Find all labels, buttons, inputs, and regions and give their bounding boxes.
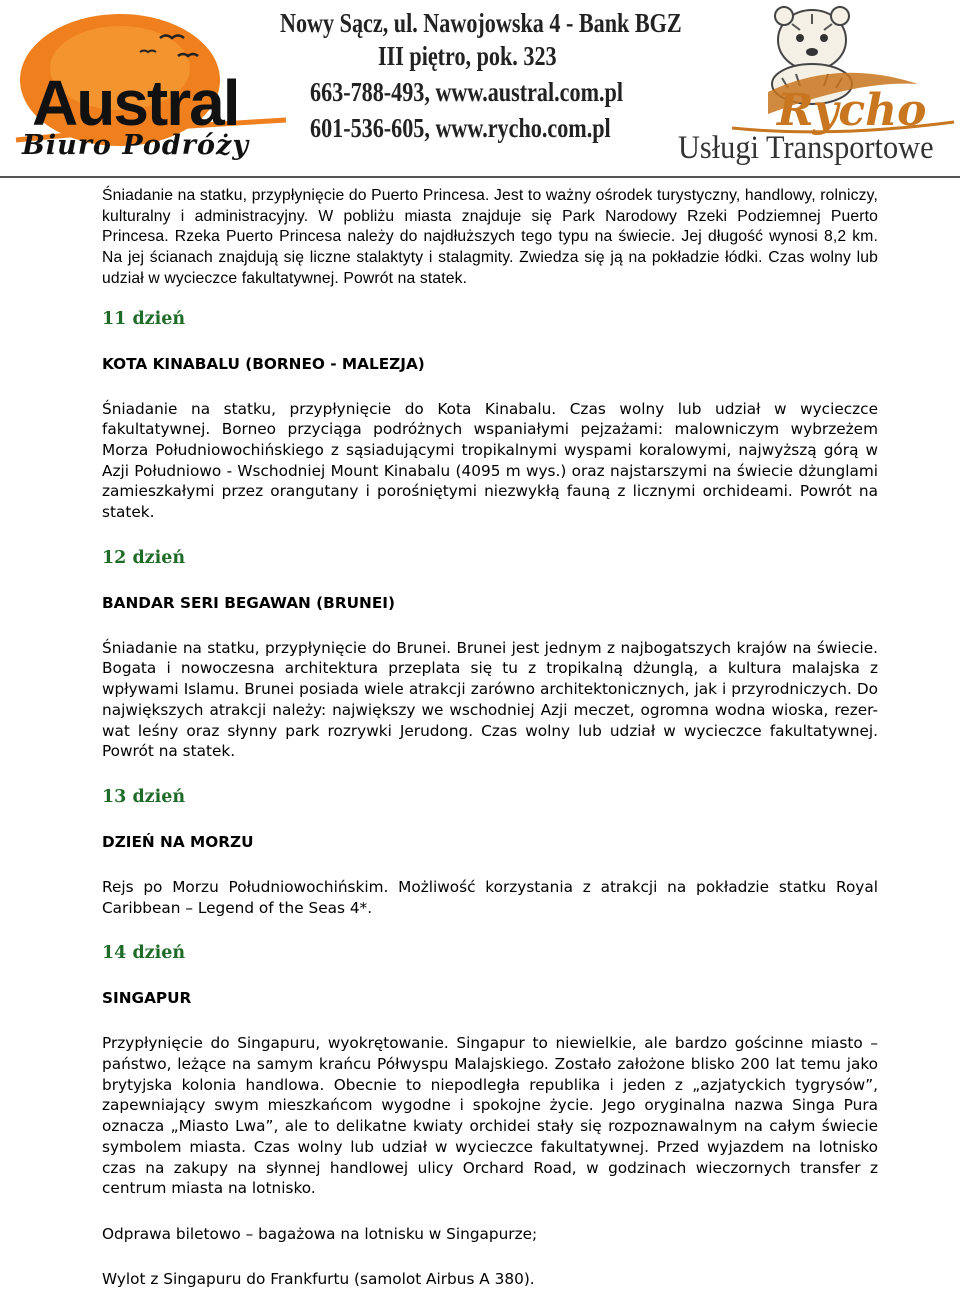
day-place: DZIEŃ NA MORZU bbox=[102, 832, 254, 851]
day-heading: 11 dzień bbox=[102, 308, 186, 329]
rycho-subtitle: Usługi Transportowe bbox=[678, 130, 934, 166]
rycho-logo bbox=[672, 0, 960, 178]
austral-logo bbox=[10, 8, 300, 168]
contact-address: Nowy Sącz, ul. Nawojowska 4 - Bank BGZ bbox=[280, 8, 682, 38]
intro-paragraph: Śniadanie na statku, przypłynięcie do Puerto Princesa. Jest to ważny ośrodek turystyczny, handlowy, rolniczy, kulturalny i administracyjny. W pobliżu miasta znajduje się Park Narodowy Rzeki Podziemnej Puerto Princesa. Rzeka Puerto Princesa należy do najdłuższych tego typu na świecie. Jej długość wynosi 8,2 km. Na jej ścianach znajdują się liczne stalaktyty i stalagmity. Zwiedza się ją na pokładzie łódki. Czas wolny lub udział w wycieczce fakultatywnej. Powrót na statek. bbox=[102, 187, 878, 287]
contact-block bbox=[282, 8, 682, 149]
day-place: KOTA KINABALU (BORNEO - MALEZJA) bbox=[102, 354, 425, 373]
closing-line: Odprawa biletowo – bagażowa na lotnisku w Singapurze; bbox=[102, 1224, 538, 1243]
day-place: BANDAR SERI BEGAWAN (BRUNEI) bbox=[102, 593, 395, 612]
day-place: SINGAPUR bbox=[102, 989, 192, 1008]
day-heading: 13 dzień bbox=[102, 786, 186, 807]
contact-floor: III piętro, pok. 323 bbox=[378, 41, 557, 71]
day-heading: 12 dzień bbox=[102, 547, 186, 568]
header-divider bbox=[0, 176, 960, 178]
closing-line: Wylot z Singapuru do Frankfurtu (samolot Airbus A 380). bbox=[102, 1269, 535, 1288]
day-heading: 14 dzień bbox=[102, 943, 186, 964]
austral-subtitle: Biuro Podróży bbox=[22, 130, 250, 161]
day-description: Śniadanie na statku, przypłynięcie do Brunei. Brunei jest jednym z najbogatszych krajów na świecie. Bogata i nowoczesna architektura przeplata się tu z tropikalną dżunglą, a kultura malajska z wpływami Islamu. Brunei posiada wiele atrakcji zarówno architektonicznych, jak i przyrodniczych. Do największych atrakcji należy: największy we wschodniej Azji meczet, ogromna wodna wioska, rezer-wat leśny oraz słynny park rozrywki Jerudong. Czas wolny lub udział w wycieczce fakultatywnej. Powrót na statek. bbox=[102, 638, 878, 761]
austral-logo-text: Austral bbox=[32, 67, 239, 139]
day-description: Rejs po Morzu Południowochińskim. Możliwość korzystania z atrakcji na pokładzie statku Royal Caribbean – Legend of the Seas 4*. bbox=[102, 877, 878, 917]
contact-austral-phone: 663-788-493, www.austral.com.pl bbox=[310, 77, 624, 107]
page-header bbox=[0, 0, 960, 180]
rycho-logo-text: Rycho bbox=[777, 85, 927, 136]
day-description: Śniadanie na statku, przypłynięcie do Kota Kinabalu. Czas wolny lub udział w wycieczce fakultatywnej. Borneo przyciąga podróżnych wspaniałymi pejzażami: malowniczym wybrzeżem Morza Południowochińskiego z sąsiadującymi tropikalnymi wyspami koralowymi, najwyższą górą w Azji Południowo - Wschodniej Mount Kinabalu (4095 m wys.) oraz najstarszymi na świecie dżunglami zamieszkałymi przez orangutany i porośniętymi niezwykłą fauną z licznymi orchideami. Powrót na statek. bbox=[102, 399, 878, 522]
day-description: Przypłynięcie do Singapuru, wyokrętowanie. Singapur to niewielkie, ale bardzo gościnne miasto – państwo, leżące na samym krańcu Półwyspu Malajskiego. Zostało założone blisko 200 lat temu jako brytyjska kolonia handlowa. Obecnie to niepodległa republika i jeden z „azjatyckich tygrysów”, zapewniający swym mieszkańcom wygodne i spokojne życie. Jego oryginalna nazwa Singa Pura oznacza „Miasto Lwa”, ale to delikatne kwiaty orchidei stały się rozpoznawalnym na całym świecie symbolem miasta. Czas wolny lub udział w wycieczce fakultatywnej. Przed wyjazdem na lotnisko czas na zakupy na słynnej handlowej ulicy Orchard Road, w godzinach wieczornych transfer z centrum miasta na lotnisko. bbox=[102, 1034, 878, 1198]
contact-rycho-phone: 601-536-605, www.rycho.com.pl bbox=[310, 113, 611, 143]
itinerary-content bbox=[102, 186, 878, 1289]
